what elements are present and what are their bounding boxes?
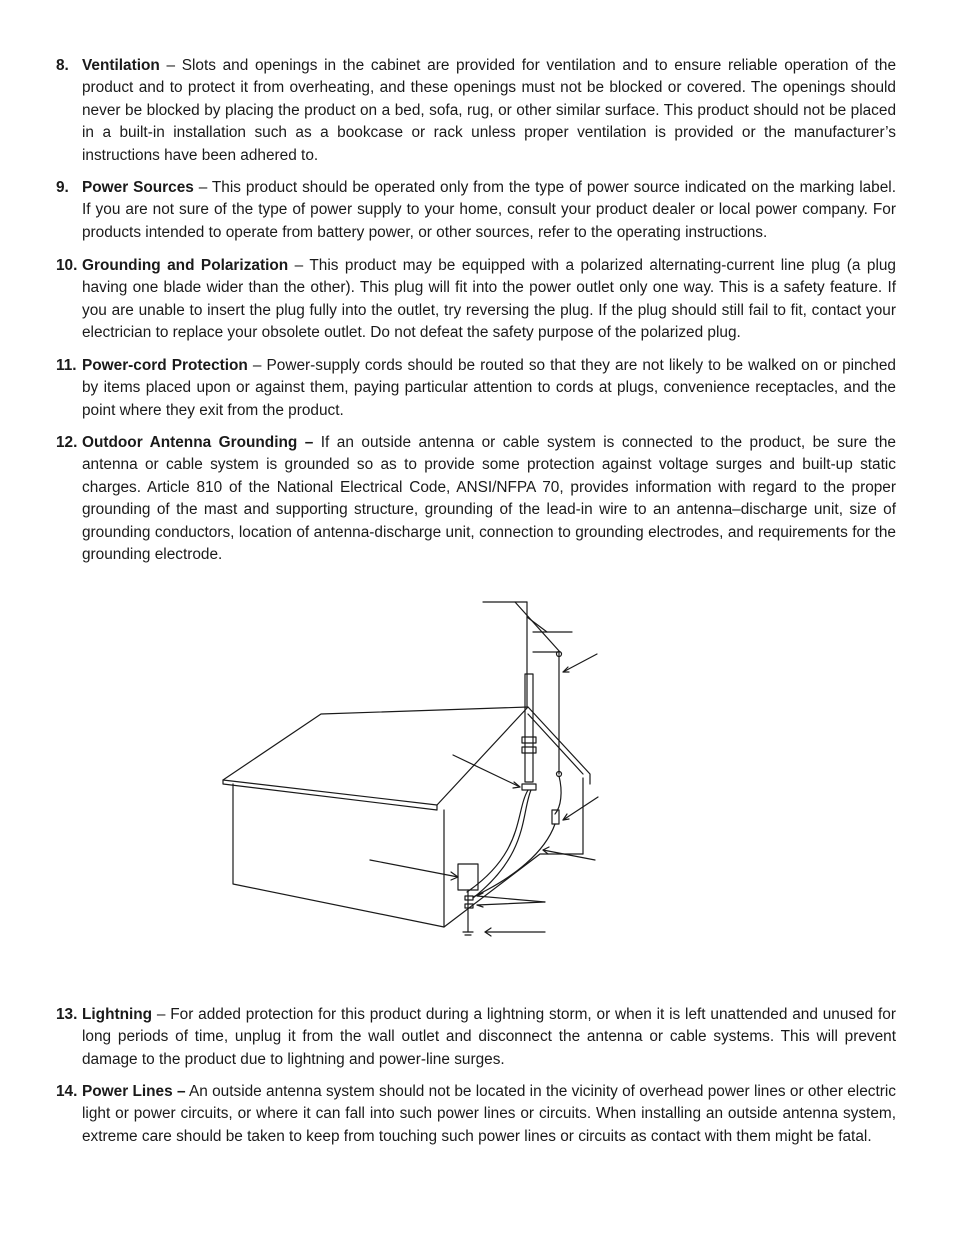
item-text: – This product should be operated only from the type of power source indicated on the marking label. If you are not sure of the type of power supply to your home, consult your product dealer or local power company. For products intended to operate from battery power, or other sources, refer to the operating instructions. bbox=[82, 179, 896, 241]
item-text: – This product may be equipped with a polarized alternating-current line plug (a plug having one blade wider than the other). This plug will fit into the power outlet only one way. This is a safety feature. If you are unable to insert the plug fully into the outlet, try reversing the plug. If the plug should still fail to fit, contact your electrician to replace your obsolete outlet. Do not defeat the safety purpose of the polarized plug. bbox=[82, 257, 896, 342]
item-body bbox=[82, 1081, 896, 1148]
mast-ground-conductor bbox=[467, 790, 528, 892]
antenna-element-1 bbox=[515, 602, 560, 652]
item-10-grounding bbox=[56, 255, 896, 345]
item-text: An outside antenna system should not be located in the vicinity of overhead power lines or other electric light or power circuits, or where it can fall into such power lines or circuits. When installing an outside antenna system, extreme care should be taken to keep from touching such power lines or circuits as contact with them might be fatal. bbox=[82, 1083, 896, 1145]
item-body bbox=[82, 177, 896, 244]
item-title: Power Sources bbox=[82, 179, 194, 196]
lead-in-wire-lower bbox=[555, 776, 561, 814]
item-title: Lightning bbox=[82, 1006, 153, 1023]
item-11-power-cord bbox=[56, 355, 896, 422]
house-gable-inner bbox=[528, 714, 583, 774]
discharge-unit bbox=[552, 810, 559, 824]
item-body bbox=[82, 55, 896, 167]
mast-lower bbox=[525, 674, 533, 782]
item-number: 12. bbox=[56, 434, 78, 451]
item-14-power-lines bbox=[56, 1081, 896, 1148]
house-left-wall bbox=[233, 784, 444, 927]
pointer-clamps-b bbox=[477, 902, 545, 905]
item-number: 14. bbox=[56, 1083, 78, 1100]
item-8-ventilation bbox=[56, 55, 896, 167]
item-number: 11. bbox=[56, 357, 77, 374]
item-12-antenna-grounding bbox=[56, 432, 896, 566]
item-title: Ventilation bbox=[82, 57, 160, 74]
item-13-lightning bbox=[56, 1004, 896, 1071]
item-number: 8. bbox=[56, 57, 69, 74]
item-body bbox=[82, 255, 896, 345]
pointer-lead-in bbox=[563, 654, 597, 672]
item-body bbox=[82, 355, 896, 422]
mast-clamp-3 bbox=[522, 784, 536, 790]
item-number: 13. bbox=[56, 1006, 78, 1023]
item-number: 10. bbox=[56, 257, 78, 274]
pointer-panel bbox=[370, 860, 458, 877]
item-title: Power-cord Protection bbox=[82, 357, 248, 374]
item-number: 9. bbox=[56, 179, 69, 196]
item-title: Outdoor Antenna Grounding – bbox=[82, 434, 314, 451]
item-body bbox=[82, 1004, 896, 1071]
house-roof bbox=[223, 707, 528, 805]
item-9-power-sources bbox=[56, 177, 896, 244]
antenna-grounding-diagram bbox=[215, 592, 615, 942]
antenna-element-2 bbox=[527, 617, 547, 632]
item-title: Grounding and Polarization bbox=[82, 257, 289, 274]
item-text: – Power-supply cords should be routed so that they are not likely to be walked on or pinched by items placed upon or against them, paying particular attention to cords at plugs, convenience receptacles, and the point where they exit from the product. bbox=[82, 357, 896, 419]
item-text: – For added protection for this product during a lightning storm, or when it is left unattended and unused for long periods of time, unplug it from the wall outlet and disconnect the antenna or cable systems. This will prevent damage to the product due to lightning and power-line surges. bbox=[82, 1006, 896, 1068]
item-text: – Slots and openings in the cabinet are provided for ventilation and to ensure reliable operation of the product and to protect it from overheating, and these openings must not be blocked or covered. The openings should never be blocked by placing the product on a bed, sofa, rug, or other similar surface. This product should not be placed in a built-in installation such as a bookcase or rack unless proper ventilation is provided or the manufacturer’s instructions have been adhered to. bbox=[82, 57, 896, 164]
pointer-clamps-a bbox=[477, 896, 545, 902]
pointer-conductor bbox=[543, 850, 595, 860]
item-title: Power Lines – bbox=[82, 1083, 186, 1100]
pointer-discharge bbox=[563, 797, 598, 820]
item-body bbox=[82, 432, 896, 566]
item-text: If an outside antenna or cable system is connected to the product, be sure the antenna or cable system is grounded so as to provide some protection against voltage surges and built-up static charges. Article 810 of the National Electrical Code, ANSI/NFPA 70, provides information with regard to the proper grounding of the mast and supporting structure, grounding of the lead-in wire to an antenna–discharge unit, size of grounding conductors, location of antenna-discharge unit, connection to grounding electrodes, and requirements for the grounding electrode. bbox=[82, 434, 896, 564]
mast-clamp-1 bbox=[522, 737, 536, 743]
ground-clamp-1 bbox=[465, 896, 473, 900]
mast-clamp-2 bbox=[522, 747, 536, 753]
